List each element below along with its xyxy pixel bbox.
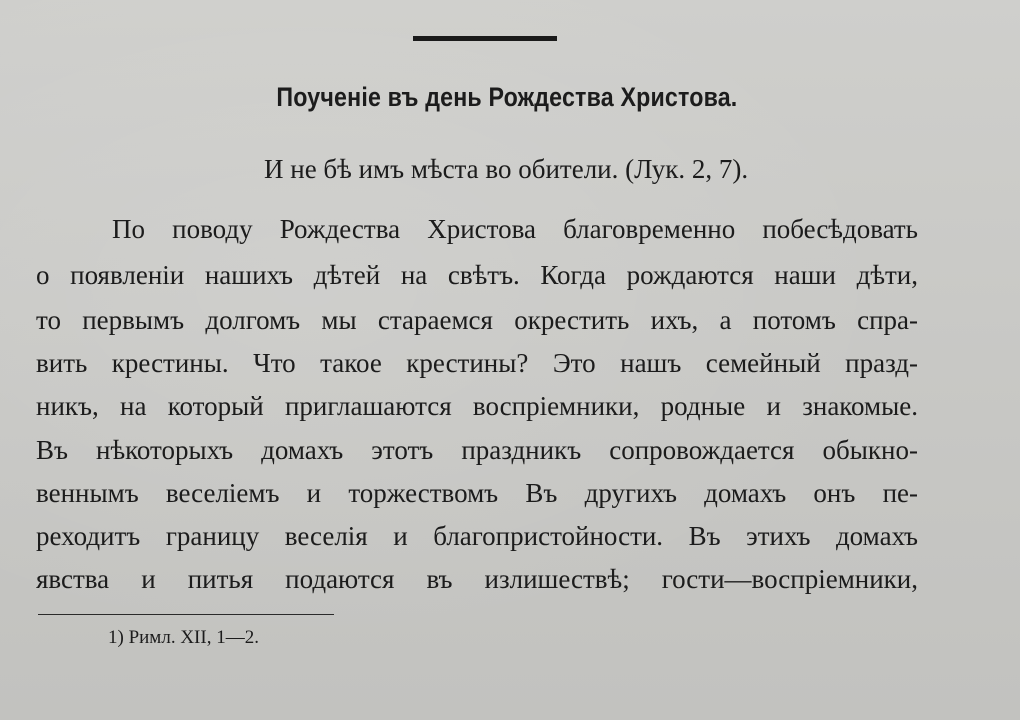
body-line: о появленіи нашихъ дѣтей на свѣтъ. Когда рождаются наши дѣти, (36, 260, 918, 290)
sermon-title: Поученіе въ день Рождества Христова. (276, 82, 738, 112)
epigraph-quote: И не бѣ имъ мѣста во обители. (Лук. 2, 7). (264, 154, 749, 184)
footnote-divider (38, 614, 334, 615)
body-line: вить крестины. Что такое крестины? Это нашъ семейный празд- (36, 348, 918, 378)
section-divider-rule (413, 36, 557, 41)
body-line: то первымъ долгомъ мы стараемся окрестить ихъ, а потомъ спра- (36, 305, 918, 335)
footnote: 1) Римл. XII, 1—2. (108, 627, 259, 648)
body-line: веннымъ веселіемъ и торжествомъ Въ другихъ домахъ онъ пе- (36, 478, 918, 508)
body-line: явства и питья подаются въ излишествѣ; гости—воспріемники, (36, 564, 918, 594)
body-line: реходитъ границу веселія и благопристойности. Въ этихъ домахъ (36, 521, 918, 551)
body-line: никъ, на который приглашаются воспріемники, родные и знакомые. (36, 391, 918, 421)
body-line: Въ нѣкоторыхъ домахъ этотъ праздникъ сопровождается обыкно- (36, 435, 918, 465)
body-line: По поводу Рождества Христова благовременно побесѣдовать (112, 214, 918, 244)
